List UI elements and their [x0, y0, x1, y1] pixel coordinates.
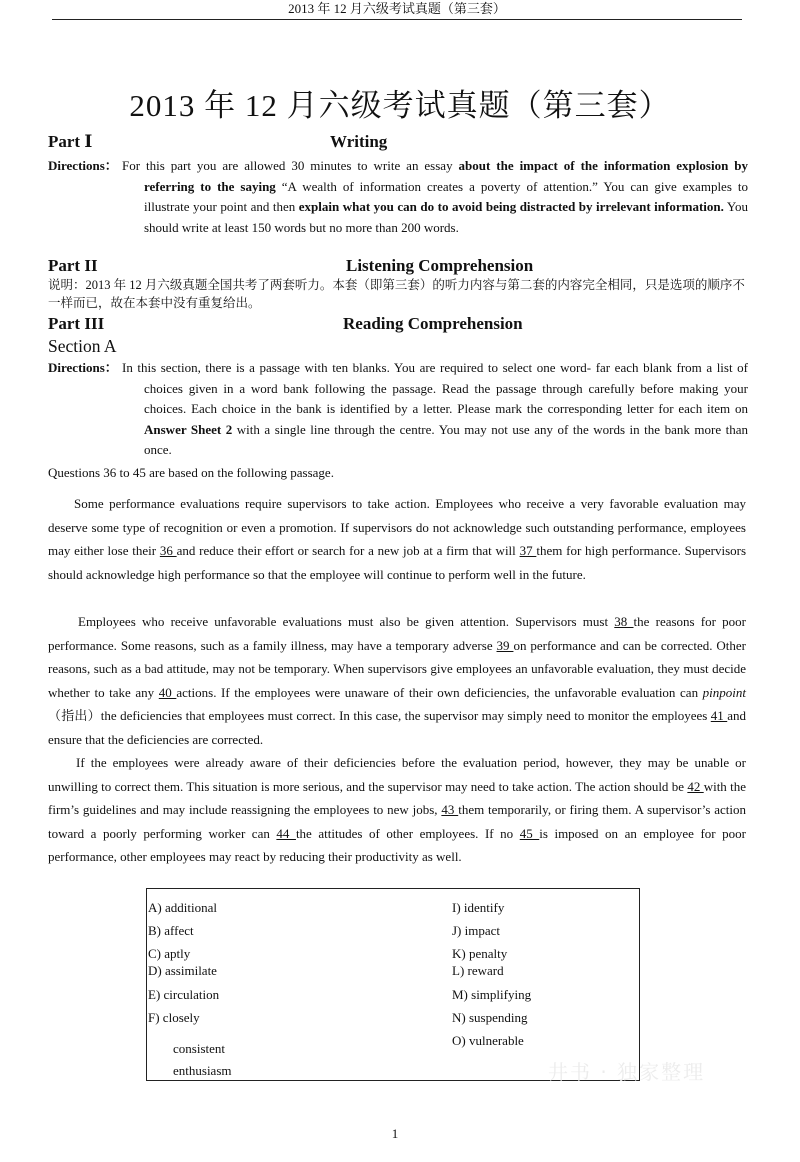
- directions-text: In this section, there is a passage with ten blanks. You are required to select one word- far each blank from a list of choices given in a word bank following the passage. Read the passage through carefully before making your choices. Each choice in the bank is identified by a letter. Please mark the corresponding letter for each item on: [122, 360, 748, 416]
- blank-45: 45: [519, 825, 540, 841]
- word-bank-option-f: F) closely: [148, 1010, 200, 1025]
- passage-text: the attitudes of other employees. If no: [295, 825, 520, 841]
- section-a-heading: Section A: [48, 336, 117, 356]
- word-bank-option-n: N) suspending: [452, 1010, 528, 1025]
- word-bank-option-e: E) circulation: [148, 987, 220, 1002]
- passage-text: is imposed on an employee for poor performance, other employees may react by reducing their productivity as well.: [48, 825, 747, 864]
- blank-41: 41: [710, 708, 728, 723]
- part2-header: [48, 256, 748, 278]
- word-bank-option-h: enthusiasm: [173, 1063, 232, 1078]
- part1-label: Part Ⅰ: [48, 132, 93, 151]
- blank-42: 42: [687, 778, 704, 794]
- word-bank-option-m: M) simplifying: [452, 987, 532, 1002]
- word-bank: [146, 888, 640, 1081]
- word-bank-option-g: consistent: [173, 1041, 225, 1056]
- word-bank-option-i: I) identify: [452, 900, 505, 915]
- part1-heading: Writing: [330, 132, 388, 151]
- passage-paragraph-3: [48, 751, 746, 869]
- page-title: 2013 年 12 月六级考试真题（第三套）: [129, 88, 671, 123]
- part3-label: Part III: [48, 314, 105, 333]
- part1-directions: [48, 156, 748, 238]
- part2-label: Part II: [48, 256, 98, 275]
- word-bank-option-a: A) additional: [148, 900, 217, 915]
- blank-36: 36: [159, 543, 177, 558]
- directions-text: For this part you are allowed 30 minutes to write an essay: [122, 158, 459, 173]
- directions-emphasis: about the impact of the information explosion by referring to the saying: [144, 158, 748, 194]
- word-bank-option-j: J) impact: [452, 923, 501, 938]
- questions-line: Questions 36 to 45 are based on the following passage.: [48, 465, 334, 480]
- part3-directions-key: Directions：: [48, 360, 118, 375]
- passage-text: Some performance evaluations require supervisors to take action. Employees who receive a very favorable evaluation may deserve some type of recognition or even a promotion. If supervisors do not acknowledge such outstanding performance, employees may either lose their: [48, 496, 746, 558]
- word-bank-option-l: L) reward: [452, 963, 504, 978]
- blank-39: 39: [496, 637, 514, 653]
- part2-note: 说明：2013 年 12 月六级真题全国共考了两套听力。本套（即第三套）的听力内容与第二套的内容完全相同，只是选项的顺序不一样而已，故在本套中没有重复给出。: [48, 278, 745, 310]
- part3-heading: Reading Comprehension: [343, 314, 523, 333]
- word-bank-option-d: D) assimilate: [148, 963, 217, 978]
- passage-text: and ensure that the deficiencies are corrected.: [48, 708, 746, 747]
- part2-heading: Listening Comprehension: [346, 256, 534, 275]
- passage-text: with the firm’s guidelines and may include reassigning the employees to new jobs,: [48, 778, 747, 817]
- blank-44: 44: [276, 825, 296, 841]
- passage-text: on performance and can be corrected. Other reasons, such as a bad attitude, may not be temporary. When supervisors give employees an unfavorable evaluation, they must decide whether to take any: [48, 637, 746, 700]
- blank-37: 37: [519, 543, 537, 558]
- word-bank-option-c: C) aptly: [148, 946, 191, 961]
- part3-directions: [48, 358, 748, 461]
- blank-43: 43: [441, 802, 459, 817]
- blank-40: 40: [158, 684, 177, 700]
- passage-text: the reasons for poor performance. Some reasons, such as a family illness, may have a temporary adverse: [48, 614, 747, 653]
- directions-text: You should write at least 150 words but no more than 200 words.: [144, 199, 748, 235]
- pinpoint-word: pinpoint: [702, 684, 746, 700]
- passage-text: them temporarily, or firing them. A supervisor’s action toward a poorly performing worker can: [48, 802, 747, 841]
- passage-text: them for high performance. Supervisors should acknowledge high performance so that the employee will continue to perform well in the future.: [48, 543, 747, 582]
- directions-emphasis: explain what you can do to avoid being distracted by irrelevant information.: [298, 199, 724, 214]
- part1-header: [48, 132, 748, 154]
- page-number: 1: [391, 1126, 399, 1141]
- pinpoint-gloss: （指出）: [48, 708, 101, 723]
- passage-text: the deficiencies that employees must correct. In this case, the supervisor may simply need to monitor the employees: [100, 708, 711, 723]
- passage-text: actions. If the employees were unaware of their own deficiencies, the unfavorable evaluation can: [176, 684, 703, 700]
- running-header: 2013 年 12 月六级考试真题（第三套）: [52, 0, 742, 20]
- passage-paragraph-1: [48, 492, 746, 586]
- answer-sheet-label: Answer Sheet 2: [144, 421, 233, 437]
- watermark: 井书 · 独家整理: [548, 1060, 706, 1084]
- part1-directions-key: Directions：: [48, 158, 118, 173]
- passage-text: If the employees were already aware of their deficiencies before the evaluation period, however, they may be unable or unwilling to correct them. This situation is more serious, and the supervisor may need to take action. The action should be: [48, 755, 746, 794]
- passage-paragraph-2: [48, 610, 746, 751]
- part3-header: [48, 314, 748, 336]
- word-bank-option-k: K) penalty: [452, 946, 508, 961]
- passage-text: Employees who receive unfavorable evaluations must also be given attention. Supervisors must: [78, 614, 615, 629]
- passage-text: and reduce their effort or search for a new job at a firm that will: [176, 543, 520, 558]
- blank-38: 38: [614, 614, 634, 629]
- directions-text: with a single line through the centre. You may not use any of the words in the bank more than once.: [144, 421, 748, 457]
- word-bank-option-o: O) vulnerable: [452, 1033, 524, 1048]
- directions-text: “A wealth of information creates a poverty of attention.” You can give examples to illustrate your point and then: [144, 178, 748, 214]
- word-bank-option-b: B) affect: [148, 923, 194, 938]
